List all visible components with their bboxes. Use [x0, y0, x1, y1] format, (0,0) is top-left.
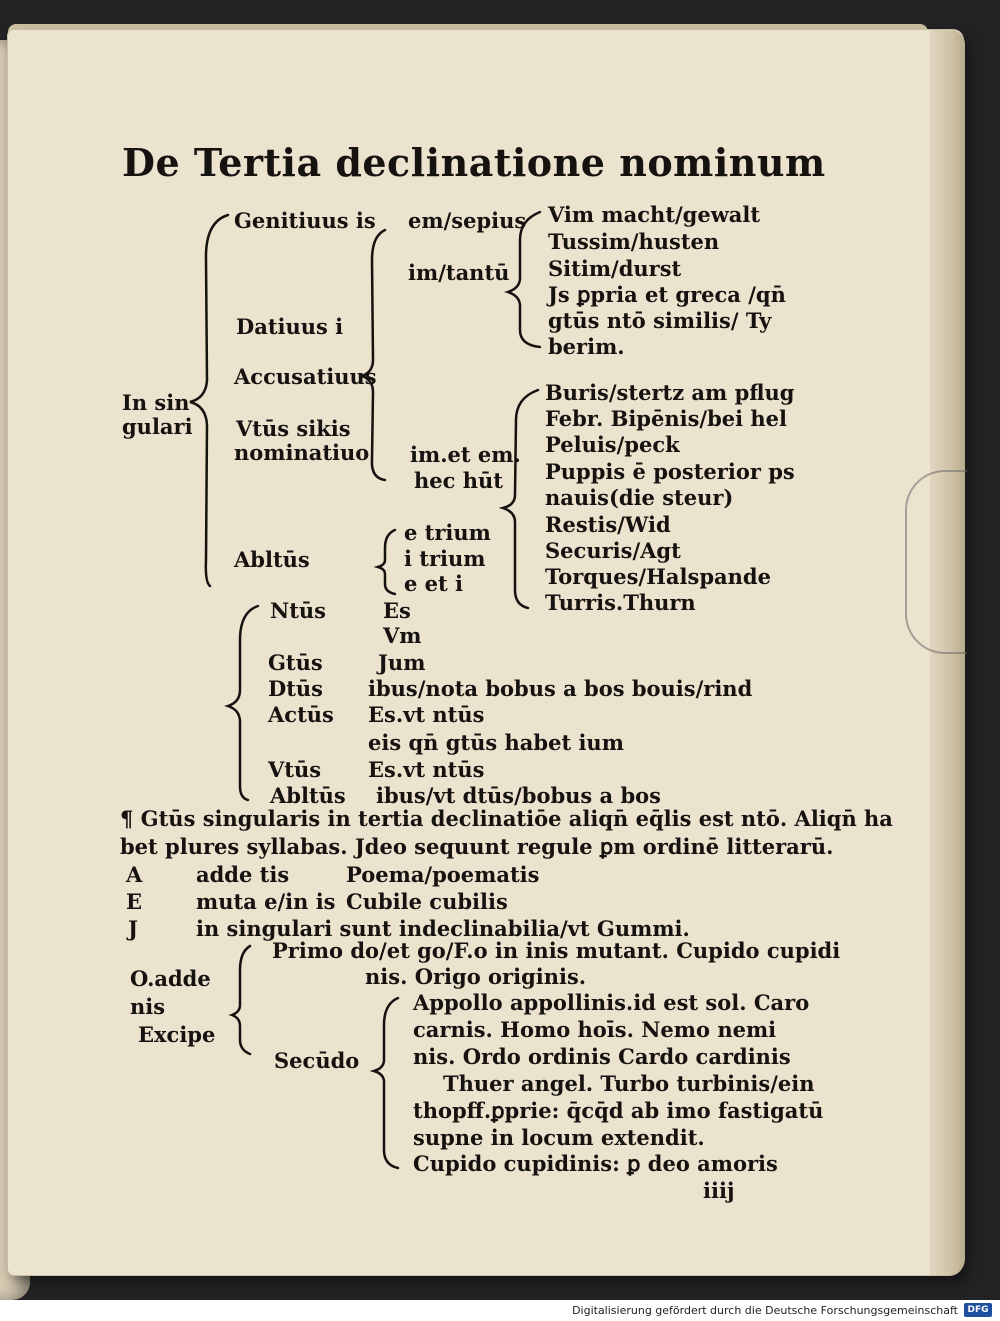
- brace-ablative: [378, 530, 395, 594]
- secundo-line: Cupido cupidinis: ꝑ deo amoris: [413, 1151, 778, 1176]
- plural-ending: Es.vt ntūs: [368, 702, 485, 727]
- section-o-primo-2: nis. Origo originis.: [365, 964, 587, 989]
- rule-example: Cubile cubilis: [346, 889, 508, 914]
- case-datiuus: Datiuus i: [236, 314, 344, 339]
- plural-ending: Jum: [378, 650, 426, 675]
- plural-ending: Es: [383, 598, 411, 623]
- brace-singular: [190, 215, 228, 586]
- label-in-singulari-1: In sin: [122, 390, 190, 415]
- section-o-primo: Primo do/et go/F.o in inis mutant. Cupido cupidi: [272, 938, 841, 963]
- example1-line: Vim macht/gewalt: [548, 202, 761, 227]
- rule-text: in singulari sunt indeclinabilia/vt Gummi.: [196, 916, 690, 941]
- plural-case: Actūs: [268, 702, 334, 727]
- example1-line: berim.: [548, 334, 625, 359]
- rule-letter: J: [128, 916, 138, 941]
- plural-case: Dtūs: [268, 676, 324, 701]
- ending-abl-1: e trium: [404, 520, 491, 545]
- secundo-line: Appollo appollinis.id est sol. Caro: [413, 990, 810, 1015]
- page-title: De Tertia declinatione nominum: [122, 140, 826, 185]
- secundo-line: supne in locum extendit.: [413, 1125, 705, 1150]
- plural-case: Vtūs: [268, 757, 322, 782]
- example1-line: Sitim/durst: [548, 256, 682, 281]
- paragraph-line: ¶ Gtūs singularis in tertia declinatiōe aliqn̄ eq̄lis est ntō. Aliqn̄ ha: [120, 806, 893, 831]
- secundo-line: nis. Ordo ordinis Cardo cardinis: [413, 1044, 791, 1069]
- plural-case: Gtūs: [268, 650, 323, 675]
- ending-im-et-em: im.et em.: [410, 442, 521, 467]
- case-accusatiuus: Accusatiuus: [234, 364, 377, 389]
- brace-secundo: [374, 998, 398, 1168]
- rule-text: muta e/in is: [196, 889, 336, 914]
- dfg-logo: DFG: [964, 1303, 992, 1317]
- section-o-secundo: Secūdo: [274, 1048, 360, 1073]
- case-ablatiuus: Abltūs: [234, 547, 310, 572]
- ending-abl-2: i trium: [404, 546, 486, 571]
- example2-line: Torques/Halspande: [545, 564, 771, 589]
- label-in-singulari-2: gulari: [122, 414, 193, 439]
- plural-ending: Vm: [383, 623, 422, 648]
- secundo-line: Thuer angel. Turbo turbinis/ein: [443, 1071, 815, 1096]
- ending-abl-3: e et i: [404, 571, 464, 596]
- section-o-label: O.adde: [130, 966, 211, 991]
- example2-line: nauis(die steur): [545, 485, 734, 510]
- plural-case: Abltūs: [270, 783, 346, 808]
- case-nominatiuo: nominatiuo: [234, 440, 370, 465]
- rule-letter: E: [126, 889, 143, 914]
- rule-text: adde tis: [196, 862, 290, 887]
- brace-o: [232, 946, 250, 1054]
- example2-line: Febr. Bipēnis/bei hel: [545, 406, 788, 431]
- example2-line: Securis/Agt: [545, 538, 681, 563]
- footer-credit: Digitalisierung gefördert durch die Deutsche Forschungsgemeinschaft: [572, 1304, 958, 1317]
- paragraph-line: bet plures syllabas. Jdeo sequunt regule ꝑm ordinē litterarū.: [120, 834, 834, 859]
- ending-im: im/tantū: [408, 260, 510, 285]
- section-o-label: nis: [130, 994, 166, 1019]
- plural-ending: ibus/nota bobus a bos bouis/rind: [368, 676, 753, 701]
- case-genitiuus: Genitiuus is: [234, 208, 376, 233]
- brace-plural: [228, 606, 258, 800]
- rule-letter: A: [126, 862, 143, 887]
- example1-line: gtūs ntō similis/ Ty: [548, 308, 772, 333]
- ending-hec: hec hūt: [414, 468, 503, 493]
- example1-line: Js ꝑpria et greca /qn̄: [548, 282, 786, 307]
- example1-line: Tussim/husten: [548, 229, 720, 254]
- example2-line: Restis/Wid: [545, 512, 671, 537]
- plural-ending: ibus/vt dtūs/bobus a bos: [376, 783, 661, 808]
- plural-ending: eis qn̄ gtūs habet ium: [368, 730, 624, 755]
- footer-bar: [0, 1300, 1000, 1321]
- secundo-line: thopff.ꝑprie: q̄cq̄d ab imo fastigatū: [413, 1098, 824, 1123]
- plural-case: Ntūs: [270, 598, 326, 623]
- plural-ending: Es.vt ntūs: [368, 757, 485, 782]
- rule-example: Poema/poematis: [346, 862, 540, 887]
- secundo-line: carnis. Homo hoīs. Nemo nemi: [413, 1017, 777, 1042]
- example2-line: Peluis/peck: [545, 432, 680, 457]
- brace-examples2: [503, 390, 538, 608]
- case-vtus: Vtūs sikis: [236, 416, 351, 441]
- example2-line: Buris/stertz am pflug: [545, 380, 795, 405]
- example2-line: Turris.Thurn: [545, 590, 696, 615]
- example2-line: Puppis ē posterior ps: [545, 459, 795, 484]
- page-number: iiij: [703, 1178, 735, 1203]
- section-o-label: Excipe: [138, 1022, 216, 1047]
- ending-em: em/sepius: [408, 208, 527, 233]
